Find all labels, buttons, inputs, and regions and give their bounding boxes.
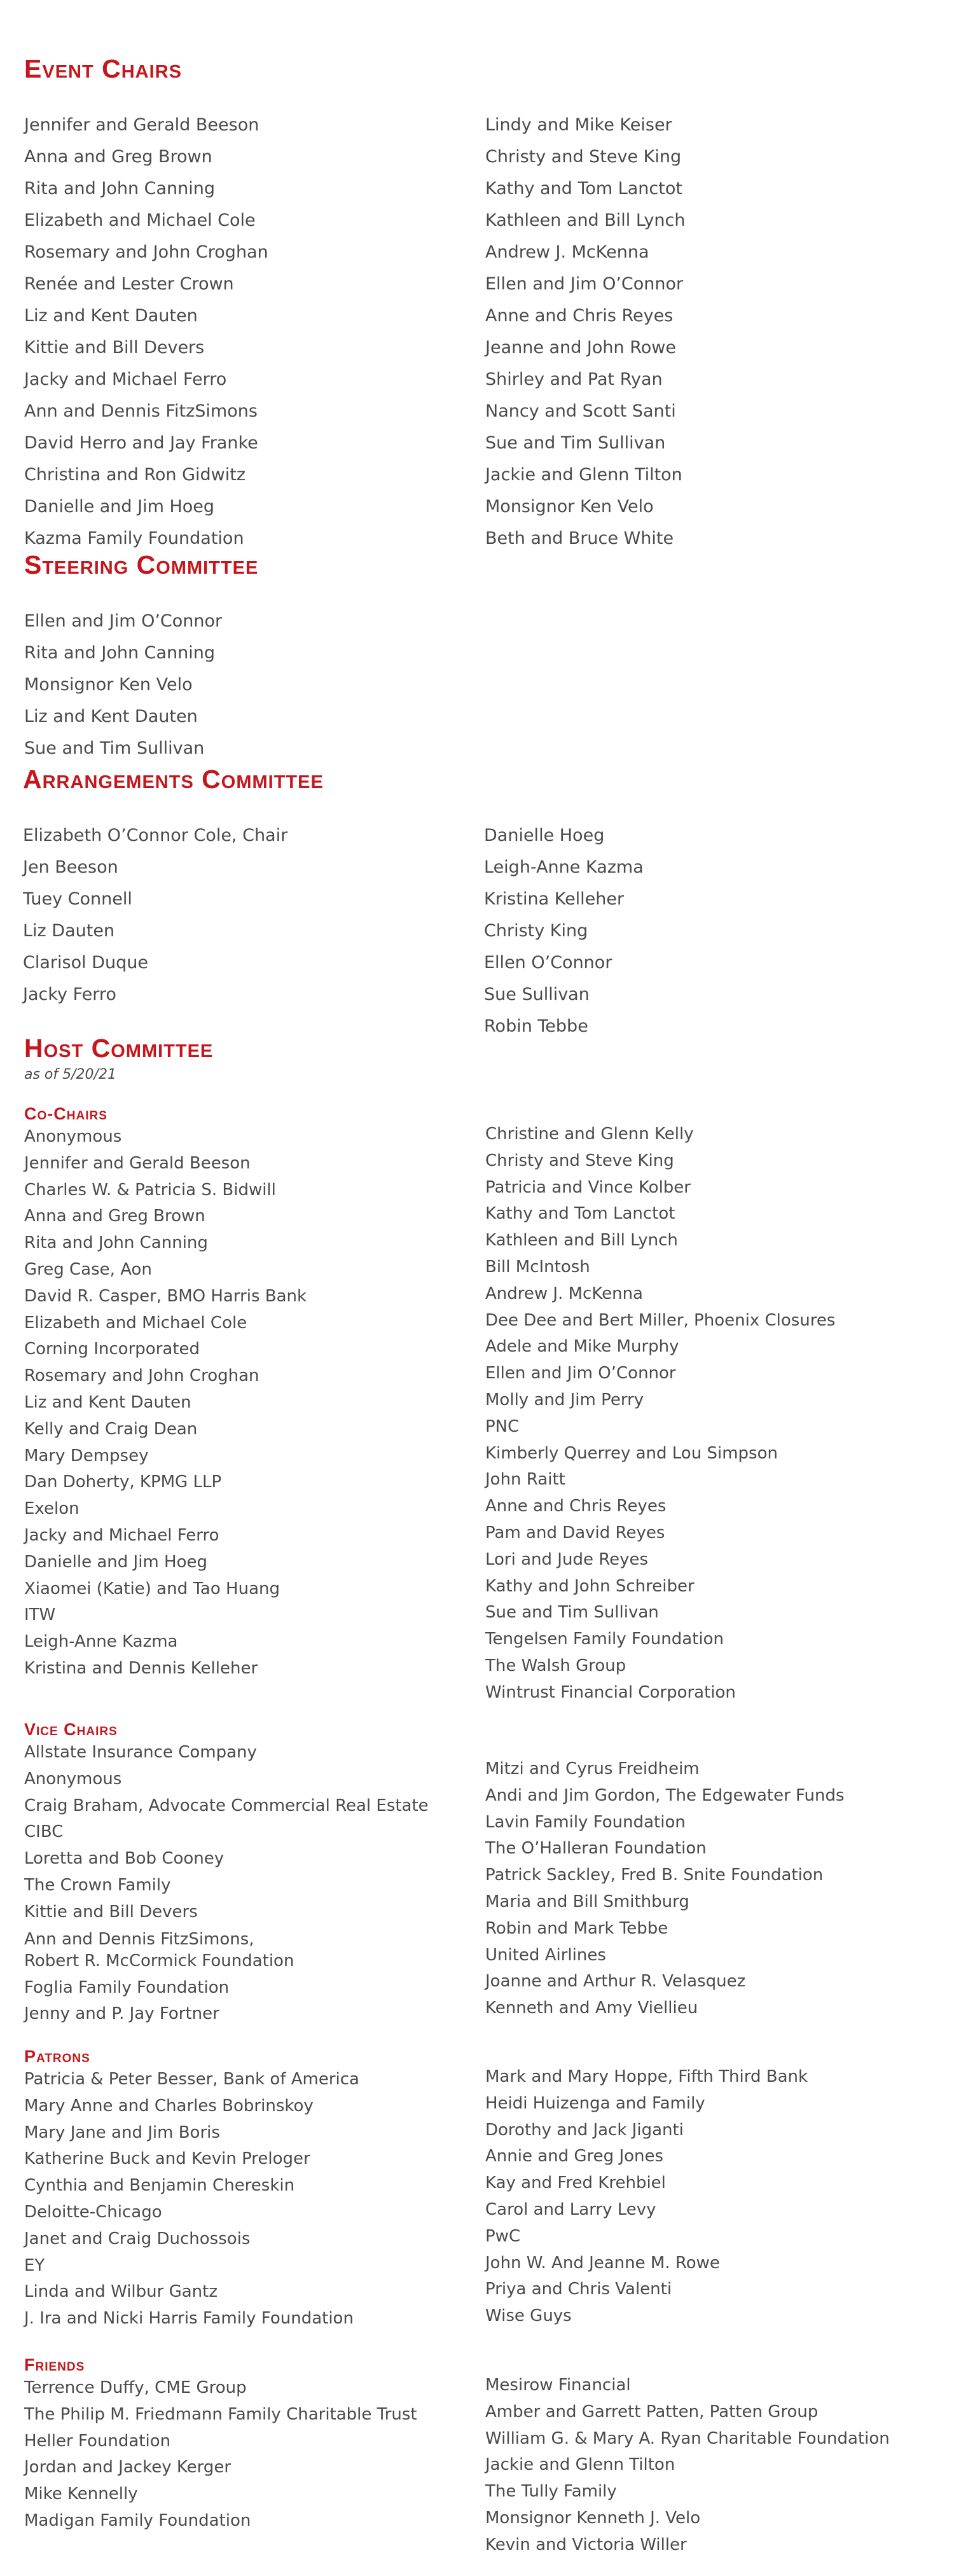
list-item: Kelly and Craig Dean [24,1419,198,1439]
list-item: Bill McIntosh [485,1257,590,1277]
list-item: Shirley and Pat Ryan [485,370,663,389]
host-committee-as-of: as of 5/20/21 [24,1067,116,1083]
list-item: Liz and Kent Dauten [24,707,198,726]
list-item: Leigh-Anne Kazma [484,857,644,877]
list-item: Rosemary and John Croghan [24,1366,259,1386]
list-item: Deloitte-Chicago [24,2202,162,2222]
list-item: Joanne and Arthur R. Velasquez [485,1972,746,1991]
list-item: Jordan and Jackey Kerger [24,2458,232,2477]
list-item: Sue Sullivan [484,985,590,1004]
vice-chairs-heading: Vice Chairs [24,1720,118,1739]
list-item: Mitzi and Cyrus Freidheim [485,1759,700,1778]
list-item: Wise Guys [485,2306,572,2326]
list-item: Ellen and Jim O’Connor [485,274,684,294]
list-item: Anne and Chris Reyes [485,1497,667,1516]
list-item: J. Ira and Nicki Harris Family Foundation [24,2309,354,2329]
list-item: Patrick Sackley, Fred B. Snite Foundation [485,1866,824,1885]
list-item: Kimberly Querrey and Lou Simpson [485,1443,778,1463]
arrangements-committee-heading: Arrangements Committee [23,765,324,794]
list-item: Priya and Chris Valenti [485,2280,672,2299]
vice-chairs-left-list [24,1740,469,2024]
list-item: Kittie and Bill Devers [24,338,205,357]
list-item: Maria and Bill Smithburg [485,1892,689,1911]
list-item: Adele and Mike Murphy [485,1337,679,1357]
list-item: Ann and Dennis FitzSimons [24,401,258,421]
list-item: Lavin Family Foundation [485,1812,686,1832]
list-item: Andrew J. McKenna [485,1284,643,1303]
list-item: Kristina and Dennis Kelleher [24,1658,258,1678]
list-item: Anna and Greg Brown [24,147,212,167]
list-item: Molly and Jim Perry [485,1390,644,1409]
list-item: Heller Foundation [24,2431,171,2451]
list-item: Pam and David Reyes [485,1523,665,1542]
list-item-multiline [24,1926,469,1975]
list-item: Ellen and Jim O’Connor [24,611,223,631]
steering-committee-heading: Steering Committee [24,550,259,579]
friends-section [24,2357,927,2565]
list-item: Christy and Steve King [485,147,682,167]
list-item: Mike Kennelly [24,2484,138,2504]
co-chairs-heading: Co-Chairs [24,1104,107,1123]
list-item: Clarisol Duque [23,953,148,973]
list-item: Rita and John Canning [24,643,216,663]
friends-heading: Friends [24,2355,85,2374]
list-item: Kristina Kelleher [484,889,625,909]
list-item: Carol and Larry Levy [485,2199,656,2219]
host-committee-heading: Host Committee [24,1034,214,1063]
list-item: David Herro and Jay Franke [24,433,258,453]
list-item: Liz and Kent Dauten [24,1392,191,1412]
vice-chairs-section [24,1721,927,2037]
list-item: Annie and Greg Jones [485,2147,664,2166]
list-item: Anna and Greg Brown [24,1207,205,1226]
list-item: Mark and Mary Hoppe, Fifth Third Bank [485,2067,808,2086]
list-item: Mary Dempsey [24,1446,149,1465]
list-item: The O’Halleran Foundation [485,1839,707,1859]
list-item: Christina and Ron Gidwitz [24,465,246,485]
list-item: Leigh-Anne Kazma [24,1632,178,1652]
list-item: Ellen and Jim O’Connor [485,1364,676,1383]
fitzsimons-line-1: Ann and Dennis FitzSimons, [24,1929,254,1949]
list-item: Jennifer and Gerald Beeson [24,115,259,135]
list-item: Heidi Huizenga and Family [485,2093,705,2113]
list-item: David R. Casper, BMO Harris Bank [24,1286,307,1306]
list-item: Tuey Connell [23,889,132,909]
co-chairs-section [24,1105,927,1714]
friends-right-list [485,2372,930,2554]
patrons-heading: Patrons [24,2047,90,2066]
list-item: Greg Case, Aon [24,1259,152,1279]
list-item: Kathy and Tom Lanctot [485,179,682,198]
list-item: Jackie and Glenn Tilton [485,465,682,485]
list-item: Dee Dee and Bert Miller, Phoenix Closures [485,1310,836,1330]
list-item: Liz Dauten [23,921,115,941]
arrangements-committee-left-list [23,820,468,1004]
list-item: CIBC [24,1822,64,1842]
list-item: Jacky and Michael Ferro [24,370,227,389]
list-item: Renée and Lester Crown [24,274,234,294]
list-item: Robin and Mark Tebbe [485,1918,668,1938]
list-item: Tengelsen Family Foundation [485,1630,724,1649]
list-item: Rosemary and John Croghan [24,242,268,262]
list-item: Sue and Tim Sullivan [485,1603,659,1623]
event-chairs-section [24,54,927,548]
list-item: Elizabeth and Michael Cole [24,211,256,230]
arrangements-committee-section [23,765,926,1036]
list-item: Liz and Kent Dauten [24,306,198,326]
list-item: Kathy and Tom Lanctot [485,1204,675,1224]
list-item: EY [24,2255,45,2275]
list-item: United Airlines [485,1945,606,1965]
list-item: The Philip M. Friedmann Family Charitable Trust [24,2404,417,2424]
list-item: Monsignor Kenneth J. Velo [485,2508,701,2528]
list-item: Kathleen and Bill Lynch [485,1231,678,1250]
arrangements-committee-right-list [484,820,929,1036]
list-item: Danielle and Jim Hoeg [24,1552,207,1572]
list-item: Kazma Family Foundation [24,529,244,548]
list-item: Kathleen and Bill Lynch [485,211,686,230]
list-item: Monsignor Ken Velo [24,675,193,695]
list-item: Kittie and Bill Devers [24,1902,198,1922]
list-item: Ellen O’Connor [484,953,612,973]
list-item: Anonymous [24,1127,122,1146]
list-item: Andrew J. McKenna [485,242,649,262]
list-item: Lindy and Mike Keiser [485,115,672,135]
list-item: Patricia and Vince Kolber [485,1177,691,1197]
list-item: Beth and Bruce White [485,529,674,548]
list-item: Foglia Family Foundation [24,1977,230,1997]
list-item: Dan Doherty, KPMG LLP [24,1472,222,1492]
friends-left-list [24,2375,469,2530]
list-item: Mary Anne and Charles Bobrinskoy [24,2096,314,2116]
list-item: Jenny and P. Jay Fortner [24,2004,219,2024]
list-item: Lori and Jude Reyes [485,1549,649,1569]
list-item: The Tully Family [485,2482,617,2502]
list-item: Rita and John Canning [24,179,216,198]
list-item: Kay and Fred Krehbiel [485,2173,666,2193]
list-item: Elizabeth and Michael Cole [24,1313,247,1333]
list-item: Craig Braham, Advocate Commercial Real Estate [24,1796,429,1815]
list-item: Janet and Craig Duchossois [24,2229,251,2248]
list-item: Robin Tebbe [484,1016,588,1036]
list-item: Kenneth and Amy Viellieu [485,1998,698,2018]
list-item: Xiaomei (Katie) and Tao Huang [24,1579,280,1598]
list-item: Elizabeth O’Connor Cole, Chair [23,826,288,845]
list-item: The Crown Family [24,1875,171,1895]
fitzsimons-line-2: Robert R. McCormick Foundation [24,1951,294,1970]
list-item: Jen Beeson [23,857,118,877]
list-item: Jackie and Glenn Tilton [485,2455,675,2475]
list-item: Danielle Hoeg [484,826,605,845]
list-item: Madigan Family Foundation [24,2510,251,2530]
list-item: John Raitt [485,1470,565,1490]
list-item: Anonymous [24,1769,122,1789]
list-item: Kathy and John Schreiber [485,1576,695,1596]
list-item: Nancy and Scott Santi [485,401,676,421]
list-item: Exelon [24,1499,80,1519]
host-committee-section [24,1035,927,1083]
event-chairs-left-list [24,109,469,548]
list-item: Corning Incorporated [24,1340,200,1359]
list-item: Monsignor Ken Velo [485,497,654,516]
list-item: Christine and Glenn Kelly [485,1125,694,1144]
co-chairs-right-list [485,1121,930,1702]
list-item: Mesirow Financial [485,2376,631,2395]
list-item: Christy and Steve King [485,1151,674,1170]
vice-chairs-right-list [485,1756,930,2018]
list-item: PNC [485,1416,520,1436]
list-item: Christy King [484,921,588,941]
list-item: Cynthia and Benjamin Chereskin [24,2176,295,2196]
patrons-section [24,2048,927,2339]
list-item: Amber and Garrett Patten, Patten Group [485,2402,819,2421]
list-item: Loretta and Bob Cooney [24,1849,225,1869]
co-chairs-left-list [24,1124,469,1678]
list-item: Danielle and Jim Hoeg [24,497,215,516]
patrons-right-list [485,2064,930,2326]
list-item: Terrence Duffy, CME Group [24,2378,247,2397]
patrons-left-list [24,2067,469,2329]
list-item: The Walsh Group [485,1656,626,1675]
event-chairs-right-list [485,109,930,548]
steering-committee-section [24,550,927,758]
list-item: ITW [24,1605,56,1625]
list-item: Sue and Tim Sullivan [485,433,666,453]
list-item: Kevin and Victoria Willer [485,2535,687,2554]
list-item: Linda and Wilbur Gantz [24,2282,218,2302]
list-item: Katherine Buck and Kevin Preloger [24,2149,310,2169]
list-item: Jeanne and John Rowe [485,338,676,357]
list-item: Allstate Insurance Company [24,1743,257,1762]
list-item: Mary Jane and Jim Boris [24,2122,220,2142]
list-item: PwC [485,2226,521,2246]
list-item: Anne and Chris Reyes [485,306,674,326]
list-item: Sue and Tim Sullivan [24,738,205,758]
list-item: Rita and John Canning [24,1233,208,1253]
event-chairs-heading: Event Chairs [24,54,182,83]
list-item: Jennifer and Gerald Beeson [24,1153,251,1173]
list-item: Jacky Ferro [23,985,116,1004]
list-item: Patricia & Peter Besser, Bank of America [24,2070,359,2089]
list-item: Andi and Jim Gordon, The Edgewater Funds [485,1785,845,1805]
list-item: Jacky and Michael Ferro [24,1525,219,1545]
list-item: Dorothy and Jack Jiganti [485,2120,684,2140]
list-item: Charles W. & Patricia S. Bidwill [24,1180,276,1200]
list-item: John W. And Jeanne M. Rowe [485,2253,720,2273]
list-item: Wintrust Financial Corporation [485,1682,736,1702]
list-item: William G. & Mary A. Ryan Charitable Foundation [485,2428,890,2448]
steering-committee-list [24,606,469,758]
